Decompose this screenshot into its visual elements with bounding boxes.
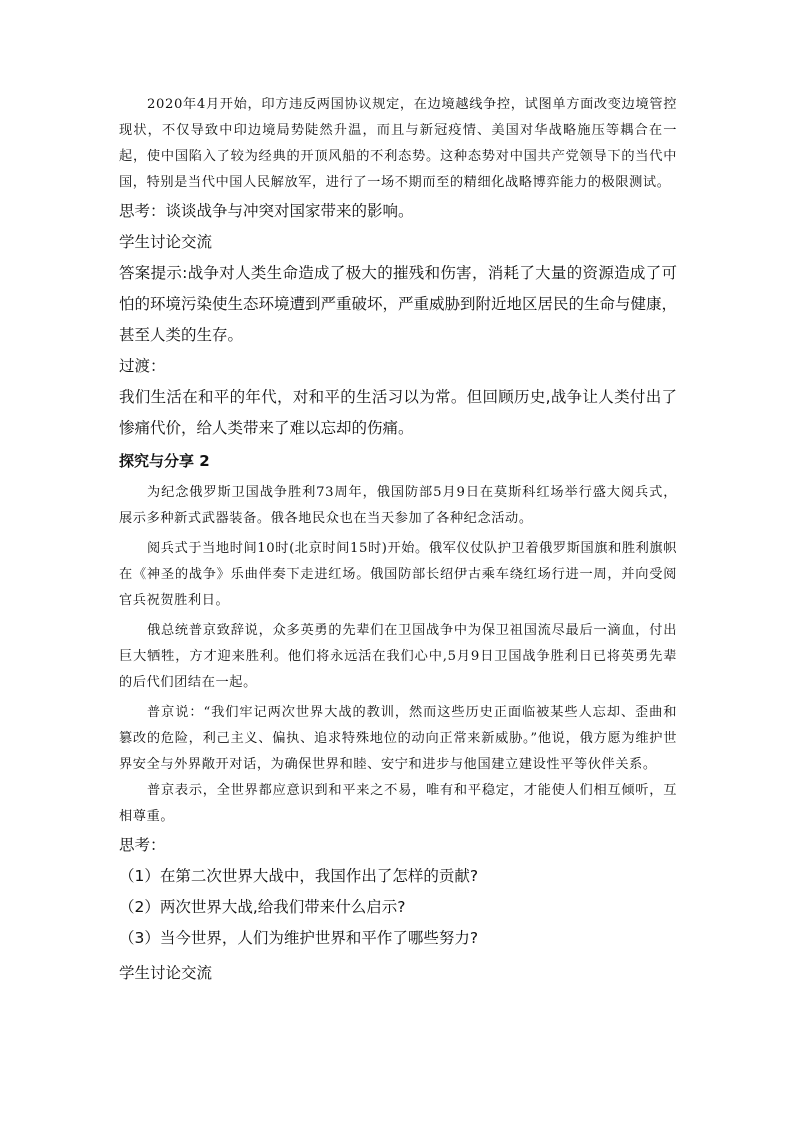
news-paragraph-5: 普京表示，全世界都应意识到和平来之不易，唯有和平稳定，才能使人们相互倾听，互相尊重。 (119, 783, 677, 824)
think-question-1: 思考：谈谈战争与冲突对国家带来的影响。 (119, 202, 414, 220)
section-heading: 探究与分享 2 (119, 452, 210, 470)
student-discussion-2: 学生讨论交流 (119, 964, 213, 982)
transition-label: 过渡： (119, 357, 166, 375)
intro-paragraph: 2020年4月开始，印方违反两国协议规定，在边境越线争控，试图单方面改变边境管控现状，不仅导致中印边境局势陡然升温，而且与新冠疫情、美国对华战略施压等耦合在一起，使中国陷入了较为经典的开顶风船的不利态势。这种态势对中国共产党领导下的当代中国，特别是当代中国人民解放军，进行了一场不期而至的精细化战略博弈能力的极限测试。 (119, 97, 677, 190)
news-paragraph-4: 普京说：“我们牢记两次世界大战的教训，然而这些历史正面临被某些人忘却、歪曲和篡改的危险，利己主义、偏执、追求特殊地位的动向正常来新威胁。”他说，俄方愿为维护世界安全与外界敞开对话，为确保世界和睦、安宁和进步与他国建立建设性平等伙伴关系。 (119, 705, 677, 772)
news-paragraph-1: 为纪念俄罗斯卫国战争胜利73周年，俄国防部5月9日在莫斯科红场举行盛大阅兵式，展示多种新式武器装备。俄各地民众也在当天参加了各种纪念活动。 (119, 485, 677, 526)
question-3: （3）当今世界，人们为维护世界和平作了哪些努力? (119, 929, 479, 947)
news-paragraph-2: 阅兵式于当地时间10时(北京时间15时)开始。俄军仪仗队护卫着俄罗斯国旗和胜利旗帜在《神圣的战争》乐曲伴奏下走进红场。俄国防部长绍伊古乘车绕红场行进一周，并向受阅官兵祝贺胜利日。 (119, 541, 678, 608)
answer-hint: 答案提示:战争对人类生命造成了极大的摧残和伤害，消耗了大量的资源造成了可怕的环境污染使生态环境遭到严重破坏，严重威胁到附近地区居民的生命与健康，甚至人类的生存。 (119, 264, 678, 344)
think-label-2: 思考： (119, 836, 166, 854)
question-1: （1）在第二次世界大战中，我国作出了怎样的贡献? (119, 867, 479, 885)
question-2: （2）两次世界大战,给我们带来什么启示? (119, 898, 406, 916)
transition-text: 我们生活在和平的年代，对和平的生活习以为常。但回顾历史,战争让人类付出了惨痛代价，给人类带来了难以忘却的伤痛。 (119, 388, 677, 437)
news-paragraph-3: 俄总统普京致辞说，众多英勇的先辈们在卫国战争中为保卫祖国流尽最后一滴血，付出巨大牺牲，方才迎来胜利。他们将永远活在我们心中,5月9日卫国战争胜利日已将英勇先辈的后代们团结在一起。 (119, 623, 677, 690)
document-content (119, 92, 677, 989)
student-discussion-1: 学生讨论交流 (119, 233, 213, 251)
